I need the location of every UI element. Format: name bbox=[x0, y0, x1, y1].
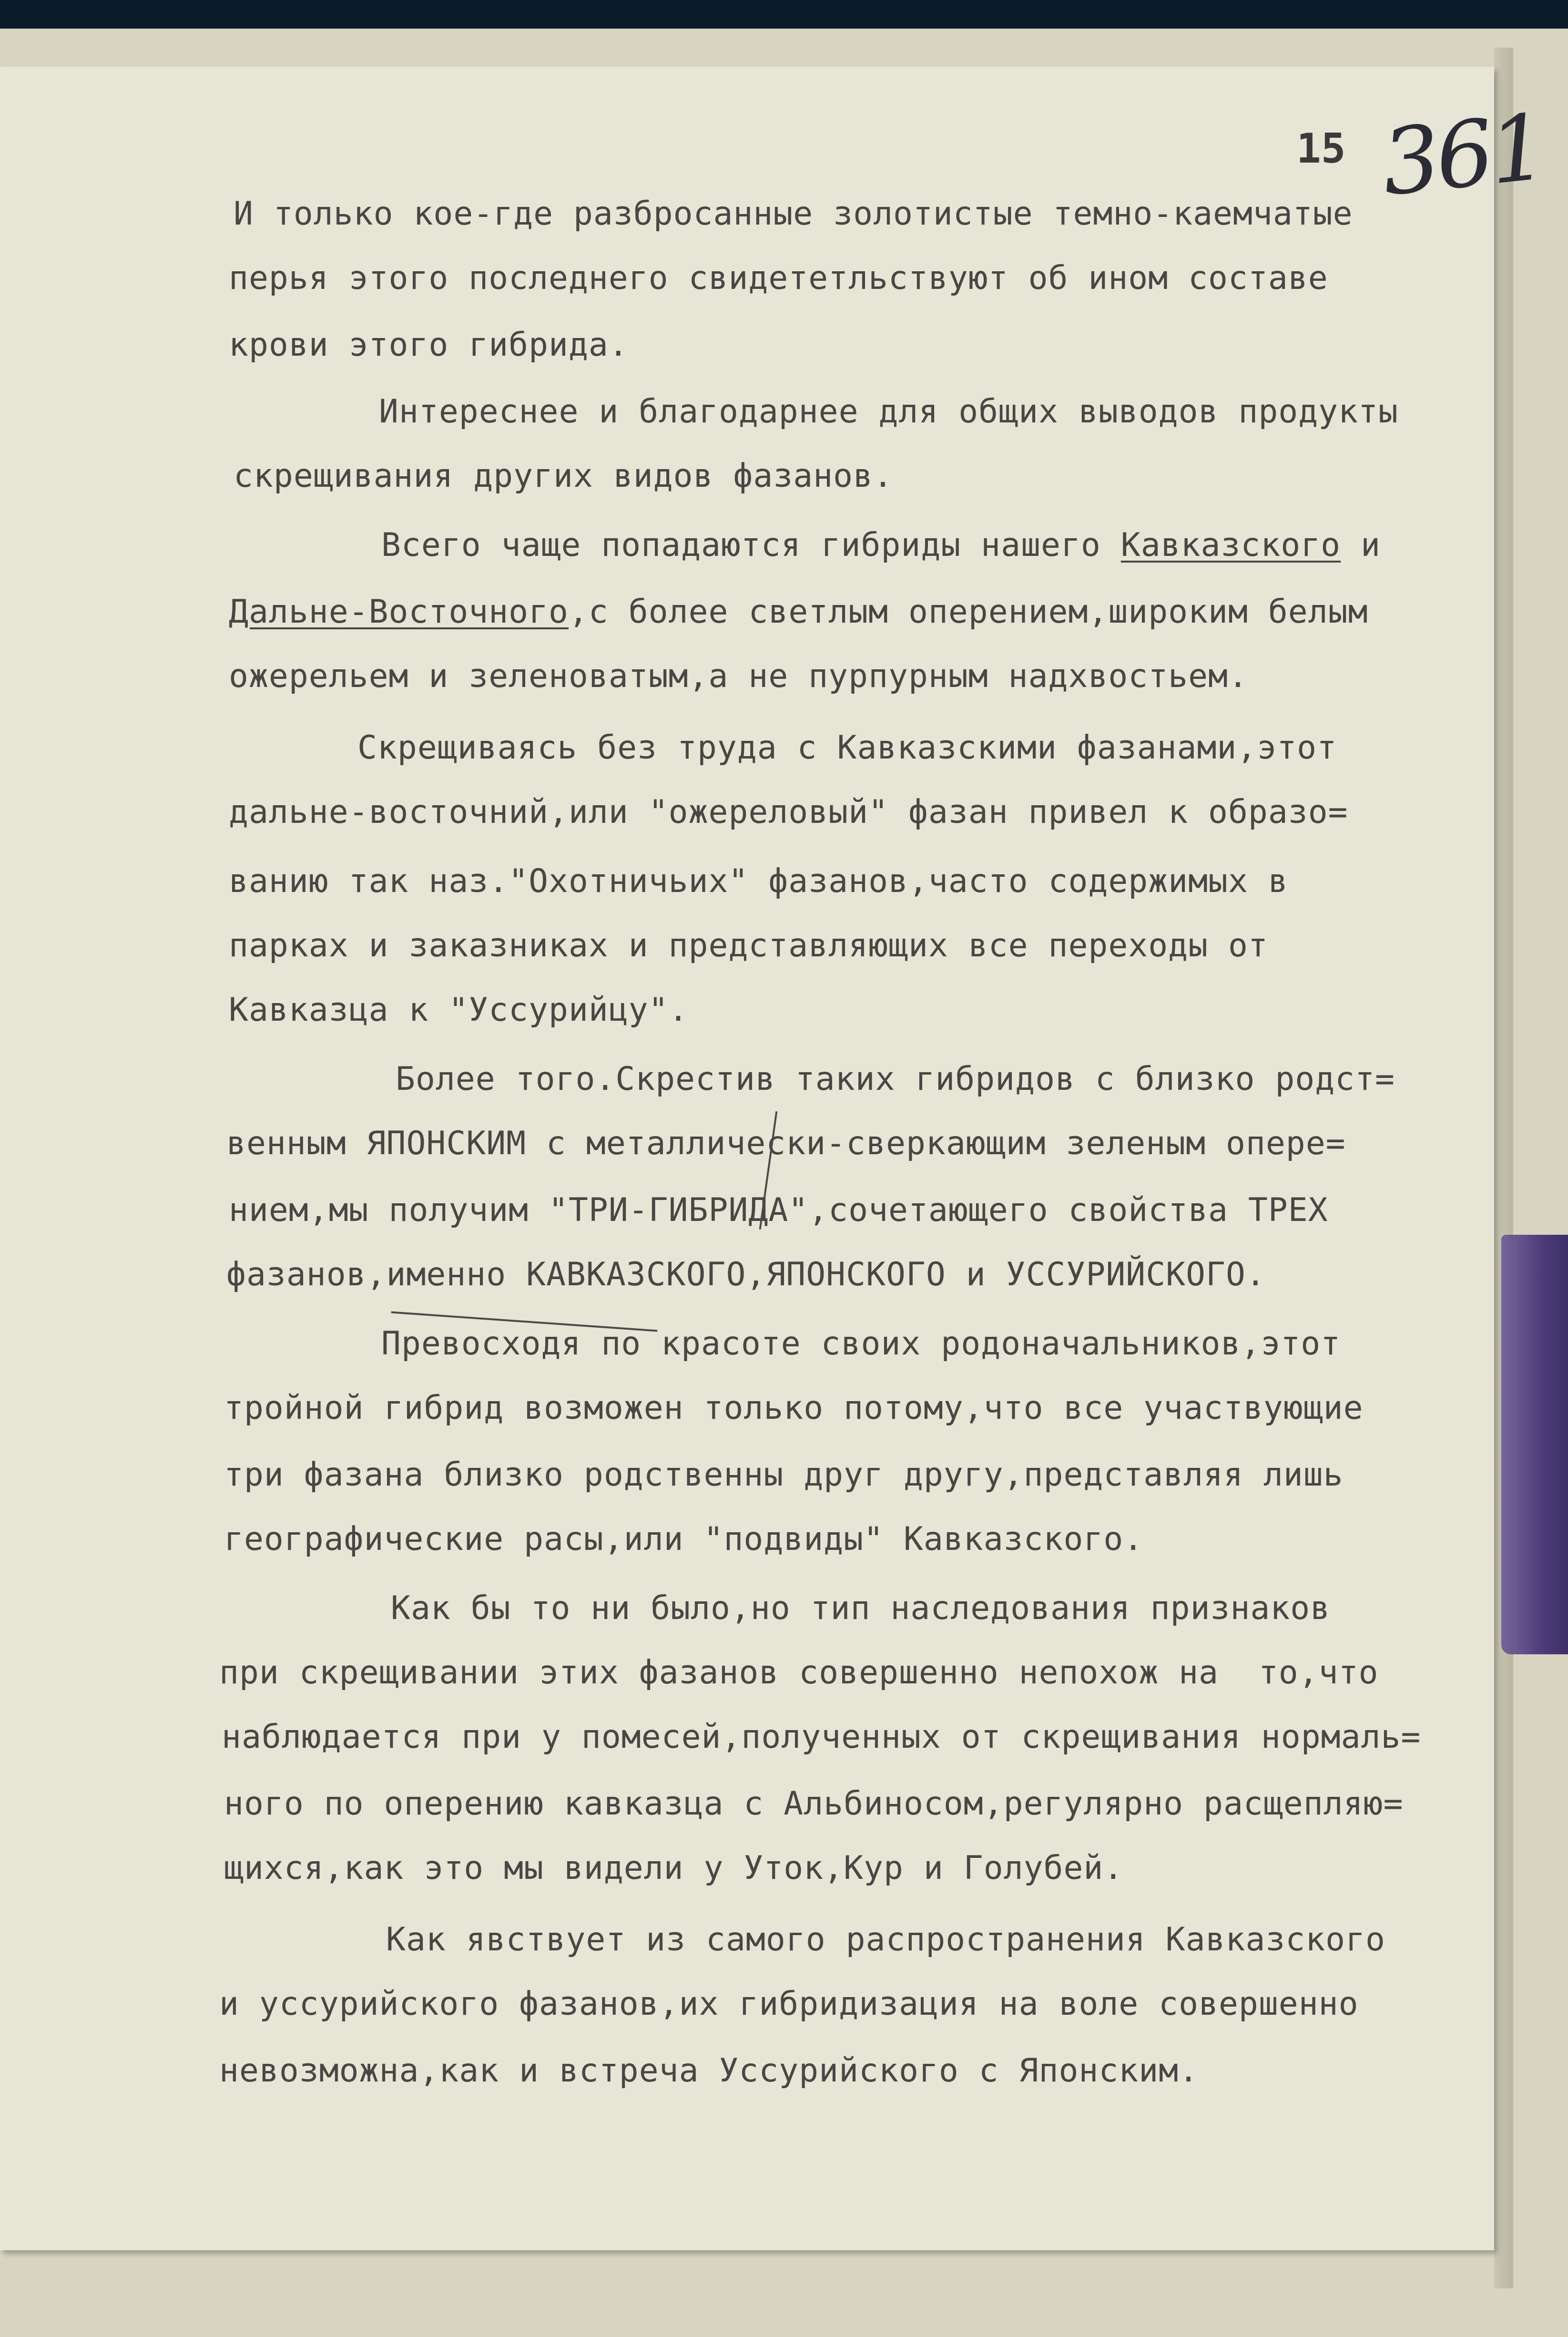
text-line: Кавказца к "Уссурийцу". bbox=[229, 991, 689, 1029]
text-line: нием,мы получим "ТРИ-ГИБРИДА",сочетающего свойства ТРЕХ bbox=[229, 1191, 1328, 1229]
text-run: ,с более светлым оперением,широким белым bbox=[568, 593, 1368, 631]
text-line: и уссурийского фазанов,их гибридизация на воле совершенно bbox=[219, 1985, 1359, 2023]
text-line: Превосходя по красоте своих родоначальников,этот bbox=[381, 1325, 1341, 1363]
text-line: перья этого последнего свидететльствуют об ином составе bbox=[229, 259, 1328, 297]
text-line: парках и заказниках и представляющих все переходы от bbox=[229, 927, 1268, 964]
text-line: дальне-восточний,или "ожереловый" фазан привел к образо= bbox=[229, 793, 1348, 831]
text-line bbox=[229, 593, 1368, 631]
text-line: фазанов,именно КАВКАЗСКОГО,ЯПОНСКОГО и УССУРИЙСКОГО. bbox=[226, 1256, 1266, 1293]
text-line: Как бы то ни было,но тип наследования признаков bbox=[391, 1589, 1331, 1627]
text-line: щихся,как это мы видели у Уток,Кур и Голубей. bbox=[224, 1849, 1124, 1887]
underlined-term: Кавказского bbox=[1120, 526, 1341, 564]
text-line: при скрещивании этих фазанов совершенно непохож на то,что bbox=[219, 1654, 1379, 1691]
text-line: скрещивания других видов фазанов. bbox=[234, 457, 894, 495]
underlined-term: Дальне-Восточного bbox=[229, 593, 569, 631]
text-line bbox=[381, 526, 1381, 564]
text-line: И только кое-где разбросанные золотистые темно-каемчатые bbox=[234, 195, 1353, 233]
text-line: Более того.Скрестив таких гибридов с близко родст= bbox=[396, 1060, 1395, 1098]
text-line: ванию так наз."Охотничьих" фазанов,часто содержимых в bbox=[229, 862, 1288, 900]
text-line: венным ЯПОНСКИМ с металлически-сверкающим зеленым опере= bbox=[226, 1125, 1346, 1162]
page-number: 15 bbox=[1296, 125, 1346, 173]
text-line: географические расы,или "подвиды" Кавказского. bbox=[224, 1520, 1144, 1558]
text-line: ного по оперению кавказца с Альбиносом,регулярно расщепляю= bbox=[224, 1785, 1404, 1823]
page-edge bbox=[1494, 48, 1513, 2288]
text-line: ожерельем и зеленоватым,а не пурпурным надхвостьем. bbox=[229, 657, 1248, 695]
text-line: Скрещиваясь без труда с Кавказскими фазанами,этот bbox=[357, 729, 1337, 767]
text-line: три фазана близко родственны друг другу,представляя лишь bbox=[224, 1456, 1344, 1494]
text-run: и bbox=[1341, 526, 1381, 564]
text-line: крови этого гибрида. bbox=[229, 326, 629, 364]
text-line: Как явствует из самого распространения Кавказского bbox=[386, 1921, 1385, 1958]
text-line: Интереснее и благодарнее для общих выводов продукты bbox=[379, 393, 1398, 430]
ink-stain bbox=[1501, 1235, 1568, 1654]
handwritten-folio-number: 361 bbox=[1377, 94, 1549, 216]
text-line: невозможна,как и встреча Уссурийского с Японским. bbox=[219, 2052, 1199, 2090]
text-line: тройной гибрид возможен только потому,что все участвующие bbox=[224, 1389, 1364, 1427]
text-line: наблюдается при у помесей,полученных от скрещивания нормаль= bbox=[222, 1718, 1421, 1756]
text-run: Всего чаще попадаются гибриды нашего bbox=[381, 526, 1121, 564]
